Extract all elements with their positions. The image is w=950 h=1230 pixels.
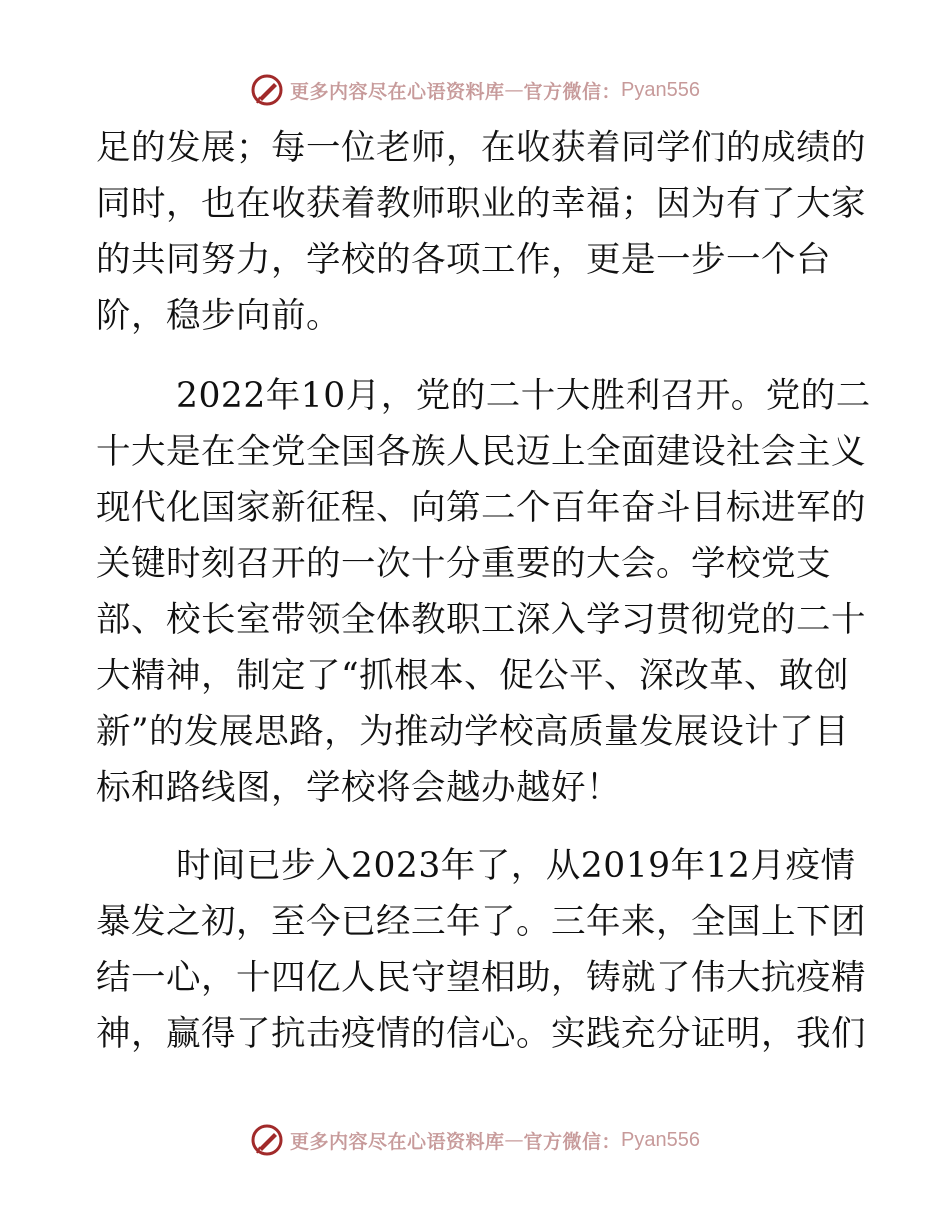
body-line: 关键时刻召开的一次十分重要的大会。学校党支 xyxy=(96,544,831,584)
body-line: 足的发展；每一位老师，在收获着同学们的成绩的 xyxy=(96,128,866,168)
body-line: 的共同努力，学校的各项工作，更是一步一个台 xyxy=(96,240,831,280)
paragraph-first-line: 2022年10月，党的二十大胜利召开。党的二 xyxy=(176,376,871,416)
watermark-account-label: 官方微信： xyxy=(523,80,622,103)
body-line: 阶，稳步向前。 xyxy=(96,296,341,336)
paragraph-first-line: 时间已步入2023年了，从2019年12月疫情 xyxy=(176,846,856,886)
watermark-account-id: Pyan556 xyxy=(621,1128,700,1151)
body-line: 标和路线图，学校将会越办越好！ xyxy=(96,768,621,808)
watermark-separator: — xyxy=(504,1129,524,1151)
quill-logo-icon xyxy=(250,73,284,107)
body-line: 大精神，制定了“抓根本、促公平、深改革、敢创 xyxy=(96,656,850,696)
watermark-text: 更多内容尽在心语资料库 xyxy=(290,80,505,103)
body-line: 部、校长室带领全体教职工深入学习贯彻党的二十 xyxy=(96,600,866,640)
body-line: 现代化国家新征程、向第二个百年奋斗目标进军的 xyxy=(96,488,866,528)
quill-logo-icon xyxy=(250,1123,284,1157)
body-line: 新”的发展思路，为推动学校高质量发展设计了目 xyxy=(96,712,850,752)
watermark-account-id: Pyan556 xyxy=(621,78,700,101)
body-line: 神，赢得了抗击疫情的信心。实践充分证明，我们 xyxy=(96,1014,866,1054)
footer-watermark xyxy=(0,1120,950,1160)
watermark-account-label: 官方微信： xyxy=(523,1130,622,1153)
body-line: 结一心，十四亿人民守望相助，铸就了伟大抗疫精 xyxy=(96,958,866,998)
watermark-text: 更多内容尽在心语资料库 xyxy=(290,1130,505,1153)
watermark-separator: — xyxy=(504,79,524,101)
body-line: 暴发之初，至今已经三年了。三年来，全国上下团 xyxy=(96,902,866,942)
body-line: 十大是在全党全国各族人民迈上全面建设社会主义 xyxy=(96,432,866,472)
body-line: 同时，也在收获着教师职业的幸福；因为有了大家 xyxy=(96,184,866,224)
header-watermark xyxy=(0,70,950,110)
